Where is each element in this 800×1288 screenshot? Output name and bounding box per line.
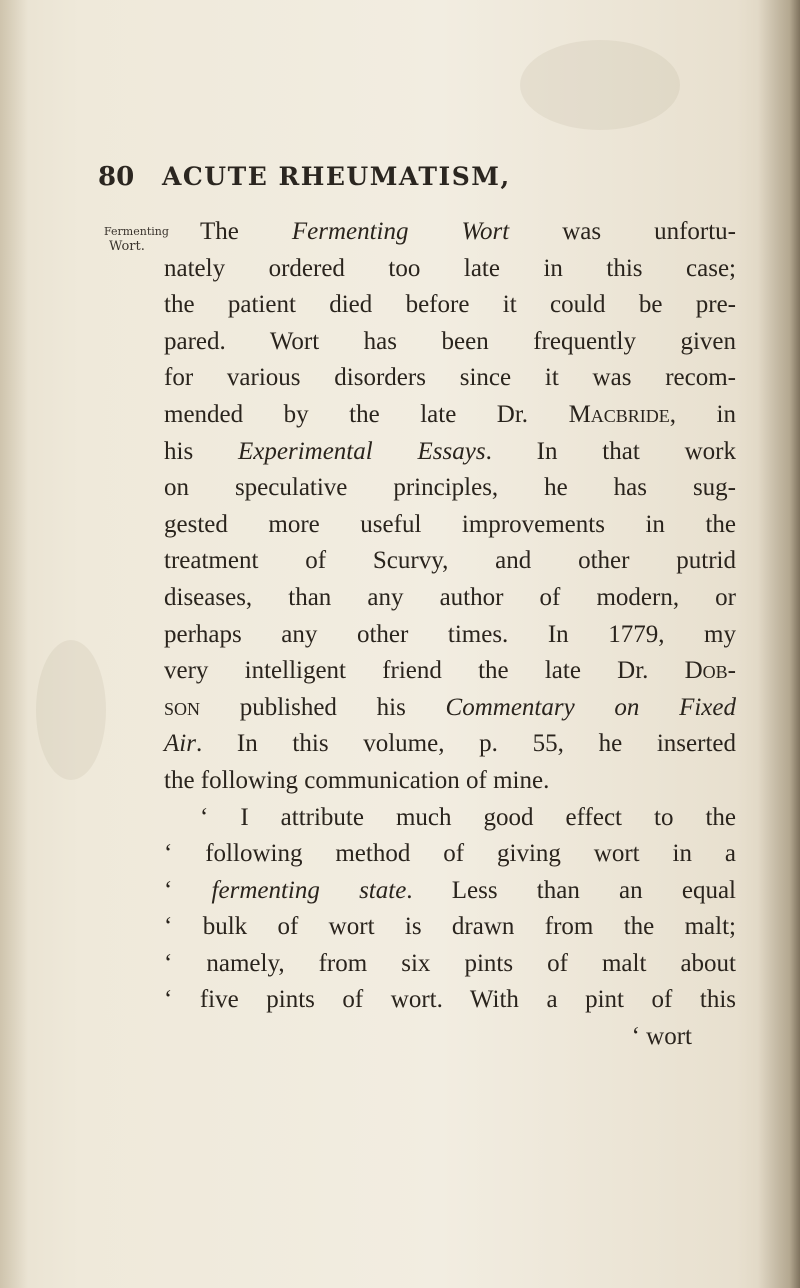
text-line: Air. In this volume, p. 55, he inserted	[164, 730, 736, 758]
running-head: ACUTE RHEUMATISM,	[162, 162, 511, 191]
text-line: the following communication of mine.	[164, 766, 550, 794]
paper-stain	[36, 640, 106, 780]
catchword-line: ‘ wort	[631, 1023, 692, 1051]
text-line: diseases, than any author of modern, or	[164, 583, 736, 611]
page-edge-shadow	[758, 0, 800, 1288]
body-text	[164, 214, 736, 1056]
text-line: The Fermenting Wort was unfortu-	[200, 218, 736, 245]
text-line: perhaps any other times. In 1779, my	[164, 620, 736, 648]
text-line: son published his Commentary on Fixed	[164, 693, 736, 721]
text-line: ‘ five pints of wort. With a pint of this	[164, 986, 736, 1014]
text-line: nately ordered too late in this case;	[164, 254, 736, 282]
text-line: gested more useful improvements in the	[164, 510, 736, 538]
marginal-note-line: Wort.	[109, 239, 145, 254]
text-line: the patient died before it could be pre-	[164, 291, 736, 319]
text-line: very intelligent friend the late Dr. Dob-	[164, 657, 736, 685]
page-gutter-shadow	[0, 0, 28, 1288]
text-line: ‘ bulk of wort is drawn from the malt;	[164, 913, 736, 941]
marginal-note	[104, 224, 169, 254]
text-line: his Experimental Essays. In that work	[164, 437, 736, 465]
paper-stain	[520, 40, 680, 130]
text-line: mended by the late Dr. Macbride, in	[164, 400, 737, 428]
text-line: ‘ I attribute much good effect to the	[200, 803, 736, 831]
text-line: ‘ fermenting state. Less than an equal	[164, 876, 737, 904]
text-line: on speculative principles, he has sug-	[164, 474, 736, 502]
marginal-note-line: Fermenting	[104, 225, 169, 238]
text-line: ‘ namely, from six pints of malt about	[164, 949, 736, 977]
text-line: treatment of Scurvy, and other putrid	[164, 547, 736, 575]
text-line: for various disorders since it was recom-	[164, 364, 736, 392]
page-number: 80	[98, 162, 135, 192]
text-line: pared. Wort has been frequently given	[164, 327, 736, 355]
text-line: ‘ following method of giving wort in a	[164, 840, 736, 868]
